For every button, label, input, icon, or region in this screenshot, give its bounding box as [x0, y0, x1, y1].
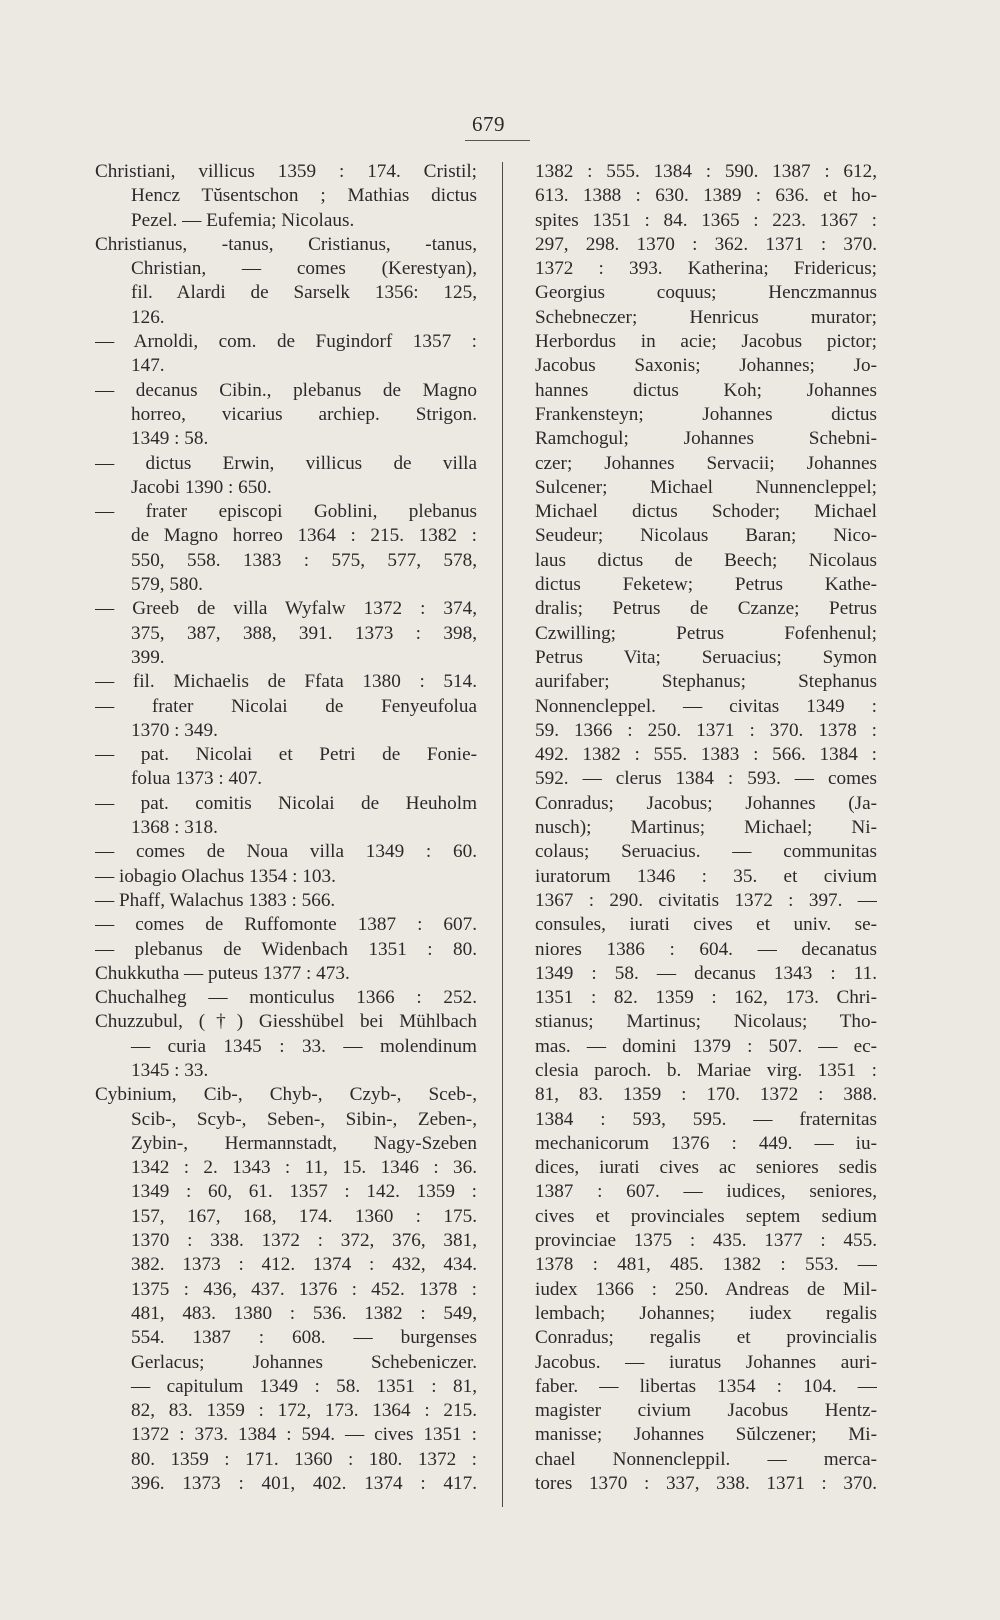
right-column-line: 592. — clerus 1384 : 593. — comes — [535, 768, 877, 790]
left-column-line: Cybinium, Cib-, Chyb-, Czyb-, Sceb-, — [95, 1084, 477, 1106]
right-column-line: stianus; Martinus; Nicolaus; Tho- — [535, 1011, 877, 1033]
left-column-line: 1345 : 33. — [131, 1059, 209, 1081]
left-column-line: Chuzzubul, (†) Giesshübel bei Mühlbach — [95, 1011, 477, 1033]
right-column-line: Herbordus in acie; Jacobus pictor; — [535, 331, 877, 353]
left-column-line: — capitulum 1349 : 58. 1351 : 81, — [131, 1375, 477, 1397]
left-column-line: de Magno horreo 1364 : 215. 1382 : — [131, 525, 477, 547]
right-column-line: Michael dictus Schoder; Michael — [535, 501, 877, 523]
left-column-line: — fil. Michaelis de Ffata 1380 : 514. — [95, 671, 477, 693]
left-column-line: 554. 1387 : 608. — burgenses — [131, 1327, 477, 1349]
right-column-line: 59. 1366 : 250. 1371 : 370. 1378 : — [535, 719, 877, 741]
right-column-line: tores 1370 : 337, 338. 1371 : 370. — [535, 1473, 877, 1495]
right-column-line: clesia paroch. b. Mariae virg. 1351 : — [535, 1059, 877, 1081]
right-column-line: 492. 1382 : 555. 1383 : 566. 1384 : — [535, 744, 877, 766]
left-column-line: — decanus Cibin., plebanus de Magno — [95, 379, 477, 401]
left-column-line: 399. — [131, 646, 165, 668]
right-column-line: Nonnencleppel. — civitas 1349 : — [535, 695, 877, 717]
left-column-line: 1370 : 349. — [131, 719, 218, 741]
right-column-line: mas. — domini 1379 : 507. — ec- — [535, 1035, 877, 1057]
left-column-line: Christiani, villicus 1359 : 174. Cristil; — [95, 161, 477, 182]
right-column-line: Czwilling; Petrus Fofenhenul; — [535, 622, 877, 644]
right-column-line: 1378 : 481, 485. 1382 : 553. — — [535, 1254, 877, 1276]
left-column-line: 1372 : 373. 1384 : 594. — cives 1351 : — [131, 1424, 477, 1446]
left-column-line: — curia 1345 : 33. — molendinum — [131, 1035, 477, 1057]
left-column-line: 82, 83. 1359 : 172, 173. 1364 : 215. — [131, 1400, 477, 1422]
right-column-line: faber. — libertas 1354 : 104. — — [535, 1375, 877, 1397]
left-column-line: horreo, vicarius archiep. Strigon. — [131, 403, 477, 425]
left-column-line: — iobagio Olachus 1354 : 103. — [95, 865, 336, 887]
right-column-line: 81, 83. 1359 : 170. 1372 : 388. — [535, 1084, 877, 1106]
right-column-line: dictus Feketew; Petrus Kathe- — [535, 574, 877, 596]
right-column-line: Conradus; regalis et provincialis — [535, 1327, 877, 1349]
left-column-line: Zybin-, Hermannstadt, Nagy-Szeben — [131, 1132, 477, 1154]
right-column-line: 613. 1388 : 630. 1389 : 636. et ho- — [535, 185, 877, 207]
left-column-line: Scib-, Scyb-, Seben-, Sibin-, Zeben-, — [131, 1108, 477, 1130]
right-column-line: dralis; Petrus de Czanze; Petrus — [535, 598, 877, 620]
left-column-line: 126. — [131, 306, 165, 328]
right-column-line: spites 1351 : 84. 1365 : 223. 1367 : — [535, 209, 877, 231]
left-column-line: — comes de Ruffomonte 1387 : 607. — [95, 914, 477, 936]
right-column-line: Frankensteyn; Johannes dictus — [535, 403, 877, 425]
left-column-line: 1349 : 60, 61. 1357 : 142. 1359 : — [131, 1181, 477, 1203]
right-column-line: provinciae 1375 : 435. 1377 : 455. — [535, 1230, 877, 1252]
right-column-line: 1367 : 290. civitatis 1372 : 397. — — [535, 889, 877, 911]
left-column-line: 396. 1373 : 401, 402. 1374 : 417. — [131, 1473, 477, 1495]
right-column-line: manisse; Johannes Sŭlczener; Mi- — [535, 1424, 877, 1446]
right-column-line: iudex 1366 : 250. Andreas de Mil- — [535, 1278, 877, 1300]
right-column-line: Schebneczer; Henricus murator; — [535, 306, 877, 328]
left-column-line: — frater episcopi Goblini, plebanus — [95, 501, 477, 523]
left-column-line: Pezel. — Eufemia; Nicolaus. — [131, 209, 355, 231]
right-column-line: cives et provinciales septem sedium — [535, 1205, 877, 1227]
left-column-line: — comes de Noua villa 1349 : 60. — [95, 841, 477, 863]
left-column-line: — frater Nicolai de Fenyeufolua — [95, 695, 477, 717]
right-column-line: chael Nonnencleppil. — merca- — [535, 1448, 877, 1470]
right-column — [535, 160, 877, 1496]
right-column-line: nusch); Martinus; Michael; Ni- — [535, 817, 877, 839]
left-column-line: — Arnoldi, com. de Fugindorf 1357 : — [95, 331, 477, 353]
left-column-line: Chuchalheg — monticulus 1366 : 252. — [95, 987, 477, 1009]
left-column-line: 382. 1373 : 412. 1374 : 432, 434. — [131, 1254, 477, 1276]
right-column-line: 1351 : 82. 1359 : 162, 173. Chri- — [535, 987, 877, 1009]
right-column-line: iuratorum 1346 : 35. et civium — [535, 865, 877, 887]
right-column-line: 1384 : 593, 595. — fraternitas — [535, 1108, 877, 1130]
right-column-line: 1382 : 555. 1384 : 590. 1387 : 612, — [535, 161, 877, 182]
right-column-line: niores 1386 : 604. — decanatus — [535, 938, 877, 960]
right-column-line: 297, 298. 1370 : 362. 1371 : 370. — [535, 233, 877, 255]
right-column-line: Petrus Vita; Seruacius; Symon — [535, 646, 877, 668]
left-column-line: 1342 : 2. 1343 : 11, 15. 1346 : 36. — [131, 1157, 477, 1179]
left-column-line: 481, 483. 1380 : 536. 1382 : 549, — [131, 1302, 477, 1324]
right-column-line: 1387 : 607. — iudices, seniores, — [535, 1181, 877, 1203]
right-column-line: consules, iurati cives et univ. se- — [535, 914, 877, 936]
left-column-line: 1370 : 338. 1372 : 372, 376, 381, — [131, 1230, 477, 1252]
right-column-line: Jacobus Saxonis; Johannes; Jo- — [535, 355, 877, 377]
page-number-rule — [465, 140, 530, 141]
left-column-line: 375, 387, 388, 391. 1373 : 398, — [131, 622, 477, 644]
left-column-line: Chukkutha — puteus 1377 : 473. — [95, 962, 350, 984]
left-column-line: fil. Alardi de Sarselk 1356: 125, — [131, 282, 477, 304]
left-column-line: Christian, — comes (Kerestyan), — [131, 258, 477, 280]
right-column-line: Ramchogul; Johannes Schebni- — [535, 428, 877, 450]
left-column-line: 550, 558. 1383 : 575, 577, 578, — [131, 549, 477, 571]
right-column-line: Jacobus. — iuratus Johannes auri- — [535, 1351, 877, 1373]
left-column-line: — pat. Nicolai et Petri de Fonie- — [95, 744, 477, 766]
left-column-line: — plebanus de Widenbach 1351 : 80. — [95, 938, 477, 960]
right-column-line: Sulcener; Michael Nunnencleppel; — [535, 476, 877, 498]
left-column-line: — Phaff, Walachus 1383 : 566. — [95, 889, 336, 911]
right-column-line: aurifaber; Stephanus; Stephanus — [535, 671, 877, 693]
right-column-line: 1372 : 393. Katherina; Fridericus; — [535, 258, 877, 280]
right-column-line: lembach; Johannes; iudex regalis — [535, 1302, 877, 1324]
left-column-line: Christianus, -tanus, Cristianus, -tanus, — [95, 233, 477, 255]
left-column-line: 147. — [131, 355, 165, 377]
right-column-line: laus dictus de Beech; Nicolaus — [535, 549, 877, 571]
page-number: 679 — [472, 112, 505, 136]
left-column-line: Hencz Tŭsentschon ; Mathias dictus — [131, 185, 477, 207]
right-column-line: Georgius coquus; Henczmannus — [535, 282, 877, 304]
left-column — [95, 160, 477, 1496]
right-column-line: hannes dictus Koh; Johannes — [535, 379, 877, 401]
right-column-line: dices, iurati cives ac seniores sedis — [535, 1157, 877, 1179]
left-column-line: 579, 580. — [131, 574, 203, 596]
right-column-line: czer; Johannes Servacii; Johannes — [535, 452, 877, 474]
left-column-line: folua 1373 : 407. — [131, 768, 263, 790]
right-column-line: magister civium Jacobus Hentz- — [535, 1400, 877, 1422]
left-column-line: 1375 : 436, 437. 1376 : 452. 1378 : — [131, 1278, 477, 1300]
left-column-line: — pat. comitis Nicolai de Heuholm — [95, 792, 477, 814]
left-column-line: — dictus Erwin, villicus de villa — [95, 452, 477, 474]
left-column-line: 1368 : 318. — [131, 817, 218, 839]
right-column-line: colaus; Seruacius. — communitas — [535, 841, 877, 863]
right-column-line: mechanicorum 1376 : 449. — iu- — [535, 1132, 877, 1154]
right-column-line: 1349 : 58. — decanus 1343 : 11. — [535, 962, 877, 984]
column-divider — [502, 162, 503, 1507]
left-column-line: 1349 : 58. — [131, 428, 209, 450]
left-column-line: 80. 1359 : 171. 1360 : 180. 1372 : — [131, 1448, 477, 1470]
left-column-line: — Greeb de villa Wyfalw 1372 : 374, — [95, 598, 477, 620]
left-column-line: 157, 167, 168, 174. 1360 : 175. — [131, 1205, 477, 1227]
right-column-line: Seudeur; Nicolaus Baran; Nico- — [535, 525, 877, 547]
left-column-line: Gerlacus; Johannes Schebeniczer. — [131, 1351, 477, 1373]
left-column-line: Jacobi 1390 : 650. — [131, 476, 272, 498]
right-column-line: Conradus; Jacobus; Johannes (Ja- — [535, 792, 877, 814]
